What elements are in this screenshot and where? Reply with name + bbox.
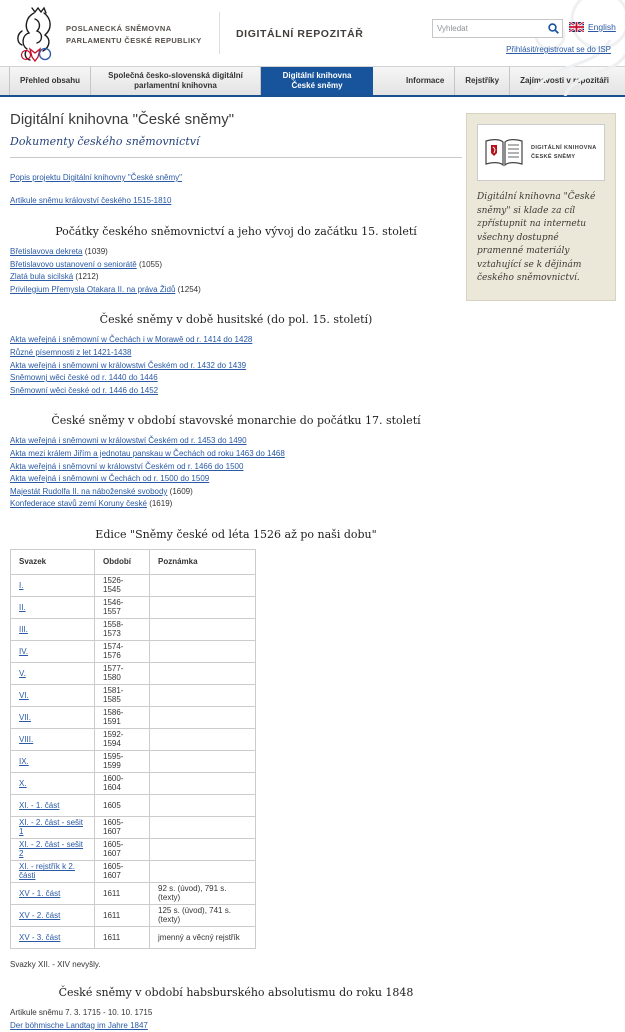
note-cell <box>150 574 256 596</box>
volume-link[interactable]: III. <box>19 625 28 634</box>
link-artikule-1515-1810[interactable]: Artikule sněmu království českého 1515-1810 <box>10 196 171 205</box>
period-cell: 1605 <box>95 794 150 816</box>
period-cell: 1526-1545 <box>95 574 150 596</box>
note-cell <box>150 794 256 816</box>
list-item <box>10 461 462 474</box>
volume-link[interactable]: XI. - rejstřík k 2. části <box>19 862 75 880</box>
english-link[interactable]: English <box>588 22 616 32</box>
volume-link[interactable]: I. <box>19 581 23 590</box>
note-cell <box>150 618 256 640</box>
page-title: Digitální knihovna "České sněmy" <box>10 111 462 128</box>
nav-link-zajimavosti[interactable]: Zajímavosti v repozitáři <box>509 67 619 95</box>
uk-flag-icon <box>569 22 584 32</box>
title-rule <box>10 157 462 158</box>
doc-link[interactable]: Sněmownj wěci české od r. 1440 do 1446 <box>10 373 158 382</box>
table-row <box>11 750 256 772</box>
plain-item-artikule-1715: Artikule sněmu 7. 3. 1715 - 10. 10. 1715 <box>10 1007 462 1020</box>
volume-link[interactable]: IX. <box>19 757 29 766</box>
list-item <box>10 448 462 461</box>
table-row <box>11 662 256 684</box>
period-cell: 1574-1576 <box>95 640 150 662</box>
nav-link-informace[interactable]: Informace <box>396 67 454 95</box>
doc-link[interactable]: Akta weřejná i sněmowni w králowstwi Českém od r. 1432 do 1439 <box>10 361 246 370</box>
period-cell: 1611 <box>95 882 150 904</box>
list-item <box>10 347 462 360</box>
table-row <box>11 772 256 794</box>
open-book-icon <box>484 138 524 168</box>
period-cell: 1611 <box>95 904 150 926</box>
content-area <box>0 97 625 1032</box>
doc-link[interactable]: Privilegium Přemysla Otakara II. na práva Židů <box>10 285 175 294</box>
nav-tab-digitalni-knihovna-ceske-snemy[interactable]: Digitální knihovna České sněmy <box>261 67 373 95</box>
table-row <box>11 816 256 838</box>
list-item <box>10 259 462 272</box>
search-button[interactable] <box>544 20 562 37</box>
volume-link[interactable]: IV. <box>19 647 28 656</box>
section-heading-edice: Edice "Sněmy české od léta 1526 až po naši dobu" <box>10 528 462 541</box>
list-item <box>10 435 462 448</box>
section-heading-husitske: České sněmy v době husitské (do pol. 15. století) <box>10 313 462 326</box>
volume-link[interactable]: XV - 3. část <box>19 933 60 942</box>
note-cell <box>150 838 256 860</box>
period-cell: 1577-1580 <box>95 662 150 684</box>
page-subtitle: Dokumenty českého sněmovnictví <box>10 135 462 148</box>
volume-link[interactable]: V. <box>19 669 26 678</box>
doc-year: (1212) <box>73 272 98 281</box>
doc-link[interactable]: Různé písemnosti z let 1421-1438 <box>10 348 131 357</box>
nav-link-rejstriky[interactable]: Rejstříky <box>454 67 509 95</box>
section-links-stavovska <box>10 435 462 511</box>
period-cell: 1546-1557 <box>95 596 150 618</box>
table-row <box>11 574 256 596</box>
site-title: DIGITÁLNÍ REPOZITÁŘ <box>236 28 363 40</box>
period-cell: 1605-1607 <box>95 816 150 838</box>
doc-year: (1055) <box>137 260 162 269</box>
table-row <box>11 860 256 882</box>
note-cell <box>150 684 256 706</box>
note-cell <box>150 816 256 838</box>
volume-link[interactable]: XV - 2. část <box>19 911 60 920</box>
czech-lion-emblem <box>12 5 58 63</box>
main-column <box>10 111 462 1032</box>
table-row <box>11 706 256 728</box>
table-row <box>11 728 256 750</box>
list-item <box>10 372 462 385</box>
table-note: Svazky XII. - XIV nevyšly. <box>10 960 462 969</box>
search-icon <box>548 23 559 34</box>
list-item <box>10 246 462 259</box>
col-header-poznamka: Poznámka <box>150 549 256 574</box>
list-item <box>10 385 462 398</box>
section-heading-stavovska: České sněmy v období stavovské monarchie do počátku 17. století <box>10 414 462 427</box>
sidebar-logo-box <box>477 124 605 181</box>
doc-year: (1254) <box>175 285 200 294</box>
period-cell: 1592-1594 <box>95 728 150 750</box>
doc-link[interactable]: Akta weřejná i sněmovní w králowství Českém od r. 1466 do 1500 <box>10 462 243 471</box>
doc-link[interactable]: Konfederace stavů zemí Koruny české <box>10 499 147 508</box>
list-item <box>10 1020 462 1032</box>
doc-link[interactable]: Břetislavova dekreta <box>10 247 82 256</box>
note-cell: 92 s. (úvod), 791 s. (texty) <box>150 882 256 904</box>
doc-year: (1609) <box>167 487 192 496</box>
table-row <box>11 794 256 816</box>
list-item <box>10 271 462 284</box>
doc-link-landtag-1847[interactable]: Der böhmische Landtag im Jahre 1847 <box>10 1021 148 1030</box>
list-item <box>10 360 462 373</box>
volume-link[interactable]: XI. - 2. část - sešit 2 <box>19 840 83 858</box>
language-switcher[interactable] <box>569 22 616 32</box>
volume-link[interactable]: VI. <box>19 691 29 700</box>
list-item <box>10 284 462 297</box>
sidebar-description: Digitální knihovna "České sněmy" si klade za cíl zpřístupnit na internetu všechny dostupné pramenné materiály vztahující se k dějinám českého sněmovnictví. <box>477 191 605 286</box>
main-navigation <box>0 66 625 97</box>
note-cell <box>150 662 256 684</box>
section-links-pocatky <box>10 246 462 296</box>
section-heading-pocatky: Počátky českého sněmovnictví a jeho vývoj do začátku 15. století <box>10 225 462 238</box>
org-name-line1: POSLANECKÁ SNĚMOVNA <box>66 23 202 35</box>
table-row <box>11 838 256 860</box>
org-name <box>66 23 202 46</box>
nav-tab-prehled-obsahu[interactable]: Přehled obsahu <box>9 67 91 95</box>
doc-link[interactable]: Akta weřejná i sněmowni w králowstwí Českém od r. 1453 do 1490 <box>10 436 247 445</box>
table-row <box>11 684 256 706</box>
note-cell <box>150 772 256 794</box>
doc-link[interactable]: Zlatá bula sicilská <box>10 272 73 281</box>
period-cell: 1611 <box>95 926 150 948</box>
sidebar-info-box <box>466 113 616 301</box>
link-popis-projektu[interactable]: Popis projektu Digitální knihovny "České sněmy" <box>10 173 182 182</box>
volume-link[interactable]: VIII. <box>19 735 33 744</box>
search-box[interactable] <box>432 19 563 38</box>
login-link[interactable]: Přihlásit/registrovat se do ISP <box>506 45 611 54</box>
sidebar-logo-text <box>531 144 597 162</box>
doc-year: (1039) <box>82 247 107 256</box>
edition-table <box>10 549 256 949</box>
doc-year: (1619) <box>147 499 172 508</box>
period-cell: 1586-1591 <box>95 706 150 728</box>
volume-link[interactable]: XI. - 1. část <box>19 801 59 810</box>
volume-link[interactable]: VII. <box>19 713 31 722</box>
doc-link[interactable]: Břetislavovo ustanovení o seniorátě <box>10 260 137 269</box>
note-cell <box>150 728 256 750</box>
list-item <box>10 473 462 486</box>
note-cell <box>150 706 256 728</box>
period-cell: 1558-1573 <box>95 618 150 640</box>
col-header-obdobi: Období <box>95 549 150 574</box>
doc-link[interactable]: Sněmowní wěci české od r. 1446 do 1452 <box>10 386 158 395</box>
period-cell: 1600-1604 <box>95 772 150 794</box>
period-cell: 1595-1599 <box>95 750 150 772</box>
doc-link[interactable]: Akta weřejná i sněmowní w Čechách i w Morawě od r. 1414 do 1428 <box>10 335 252 344</box>
period-cell: 1581-1585 <box>95 684 150 706</box>
note-cell <box>150 640 256 662</box>
note-cell <box>150 596 256 618</box>
table-row <box>11 926 256 948</box>
note-cell: jmenný a věcný rejstřík <box>150 926 256 948</box>
table-row <box>11 882 256 904</box>
note-cell <box>150 750 256 772</box>
section-heading-habsbursky: České sněmy v období habsburského absolutismu do roku 1848 <box>10 986 462 999</box>
sidebar-logo-line1: DIGITÁLNÍ KNIHOVNA <box>531 144 597 153</box>
search-input[interactable] <box>433 24 544 33</box>
volume-link[interactable]: XV - 1. část <box>19 889 60 898</box>
period-cell: 1605-1607 <box>95 838 150 860</box>
list-item <box>10 498 462 511</box>
table-header-row <box>11 549 256 574</box>
list-item <box>10 486 462 499</box>
volume-link[interactable]: X. <box>19 779 27 788</box>
list-item <box>10 334 462 347</box>
note-cell: 125 s. (úvod), 741 s. (texty) <box>150 904 256 926</box>
volume-link[interactable]: XI. - 2. část - sešit 1 <box>19 818 83 836</box>
doc-link[interactable]: Akta mezi králem Jiřím a jednotau panskau w Čechách od roku 1463 do 1468 <box>10 449 285 458</box>
col-header-svazek: Svazek <box>11 549 95 574</box>
sidebar-logo-line2: ČESKÉ SNĚMY <box>531 153 597 162</box>
org-name-line2: PARLAMENTU ČESKÉ REPUBLIKY <box>66 35 202 47</box>
doc-link[interactable]: Majestát Rudolfa II. na náboženské svobody <box>10 487 167 496</box>
table-row <box>11 618 256 640</box>
table-row <box>11 904 256 926</box>
nav-right-group <box>396 67 619 95</box>
table-row <box>11 640 256 662</box>
period-cell: 1605-1607 <box>95 860 150 882</box>
table-row <box>11 596 256 618</box>
section-links-husitske <box>10 334 462 397</box>
page-header <box>0 0 625 66</box>
note-cell <box>150 860 256 882</box>
header-divider <box>219 12 220 54</box>
doc-link[interactable]: Akta weřejná i sněmowni w Čechách od r. 1500 do 1509 <box>10 474 209 483</box>
nav-tab-spolecna-knihovna[interactable]: Společná česko-slovenská digitální parlamentní knihovna <box>91 67 261 95</box>
volume-link[interactable]: II. <box>19 603 26 612</box>
